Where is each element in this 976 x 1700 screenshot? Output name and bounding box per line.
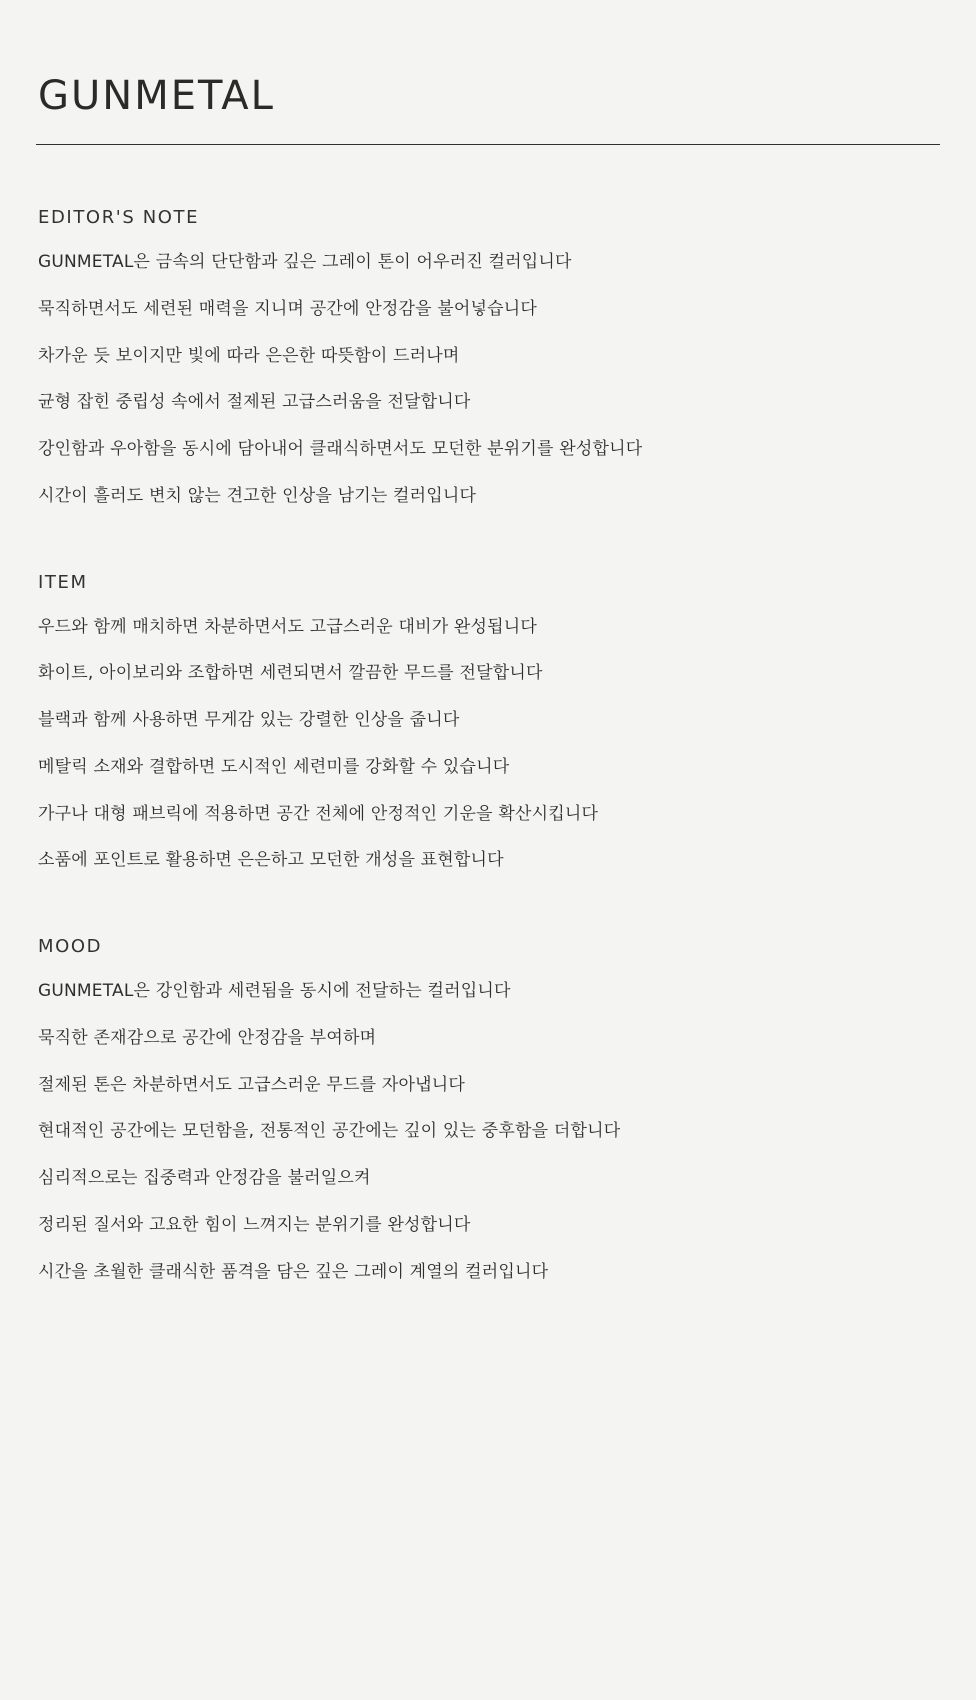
page-title: GUNMETAL [38,73,275,119]
body-line: 정리된 질서와 고요한 힘이 느껴지는 분위기를 완성합니다 [38,1214,471,1235]
section-heading: MOOD [38,936,103,957]
body-line: 화이트, 아이보리와 조합하면 세련되면서 깔끔한 무드를 전달합니다 [38,663,543,684]
body-line: 묵직한 존재감으로 공간에 안정감을 부여하며 [38,1027,377,1048]
body-line: GUNMETAL은 강인함과 세련됨을 동시에 전달하는 컬러입니다 [38,981,511,1001]
body-line: 시간을 초월한 클래식한 품격을 담은 깊은 그레이 계열의 컬러입니다 [38,1261,549,1282]
body-line: 메탈릭 소재와 결합하면 도시적인 세련미를 강화할 수 있습니다 [38,756,510,777]
body-line: 균형 잡힌 중립성 속에서 절제된 고급스러움을 전달합니다 [38,392,471,413]
section-heading: EDITOR'S NOTE [38,207,200,228]
section-editors-note [36,207,940,508]
section-item [36,572,940,873]
section-body [36,981,940,1283]
section-mood [36,936,940,1283]
section-heading: ITEM [38,571,88,593]
body-line: 묵직하면서도 세련된 매력을 지니며 공간에 안정감을 불어넣습니다 [38,298,538,319]
section-body [36,252,940,508]
body-line: 시간이 흘러도 변치 않는 견고한 인상을 남기는 컬러입니다 [38,485,477,506]
body-line: 현대적인 공간에는 모던함을, 전통적인 공간에는 깊이 있는 중후함을 더합니다 [38,1121,621,1142]
section-body [36,617,940,873]
body-line: 가구나 대형 패브릭에 적용하면 공간 전체에 안정적인 기운을 확산시킵니다 [38,803,599,824]
body-line: 우드와 함께 매치하면 차분하면서도 고급스러운 대비가 완성됩니다 [38,616,538,637]
body-line: 절제된 톤은 차분하면서도 고급스러운 무드를 자아냅니다 [38,1074,465,1095]
body-line: 심리적으로는 집중력과 안정감을 불러일으켜 [38,1168,371,1188]
body-line: 소품에 포인트로 활용하면 은은하고 모던한 개성을 표현합니다 [38,850,504,871]
body-line: 차가운 듯 보이지만 빛에 따라 은은한 따뜻함이 드러나며 [38,345,460,366]
title-divider [36,144,940,145]
body-line: 블랙과 함께 사용하면 무게감 있는 강렬한 인상을 줍니다 [38,710,460,730]
body-line: GUNMETAL은 금속의 단단함과 깊은 그레이 톤이 어우러진 컬러입니다 [38,252,572,272]
body-line: 강인함과 우아함을 동시에 담아내어 클래식하면서도 모던한 분위기를 완성합니다 [38,439,643,459]
